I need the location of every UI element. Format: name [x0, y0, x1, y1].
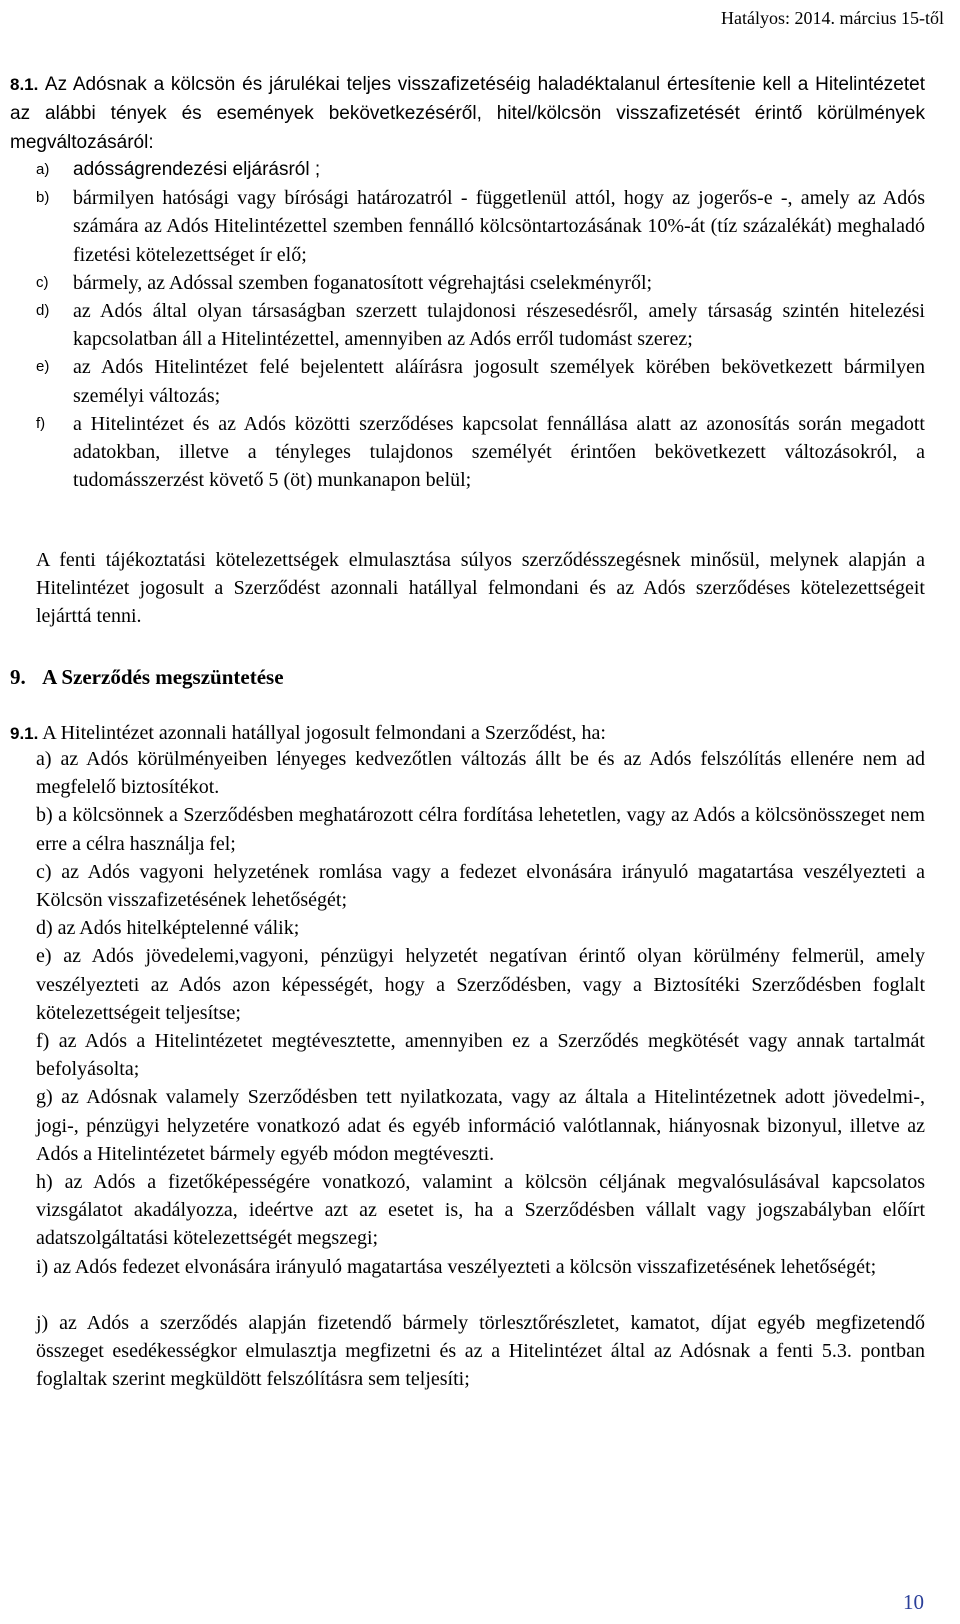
list-item: g) az Adósnak valamely Szerződésben tett nyilatkozata, vagy az általa a Hitelintézetnek adott jövedelmi-, jogi-, pénzügyi helyzetére vonatkozó adat és egyéb információ valótlannak, hiányosnak bizonyul, illetve az Adós a Hitelintézetet bármely egyéb módon megtéveszti. [36, 1086, 925, 1165]
list-item-label: d) [36, 302, 50, 320]
section-number: 9.1. [10, 724, 39, 743]
list-item: j) az Adós a szerződés alapján fizetendő bármely törlesztőrészletet, kamatot, díjat egyéb megfizetendő összeget esedékességkor elmulasztja megfizetni és az a Hitelintézet által az Adósnak a fenti 5.3. pontban foglaltak szerint megküldött felszólításra sem teljesíti; [36, 1311, 925, 1391]
list-item-label: c) [36, 273, 49, 291]
list-item: f) az Adós a Hitelintézetet megtévesztette, amennyiben ez a Szerződés megkötését vagy annak tartalmát befolyásolta; [36, 1030, 925, 1081]
section-9-1-intro [10, 719, 925, 748]
list-item: h) az Adós a fizetőképességére vonatkozó, valamint a kölcsön céljának megvalósulásával kapcsolatos vizsgálatot akadályozza, ideértve azt az esetet is, ha a Szerződésben vállalt vagy jogszabályban előírt adatszolgáltatási kötelezettségét megszegi; [36, 1171, 925, 1250]
list-item: d) az Adós hitelképtelenné válik; [36, 917, 300, 940]
list-item [36, 410, 925, 495]
list-item [36, 297, 925, 353]
list-item [36, 184, 925, 269]
list-item-label: b) [36, 189, 50, 207]
list-item: c) az Adós vagyoni helyzetének romlása vagy a fedezet elvonására irányuló magatartása veszélyezteti a Kölcsön visszafizetésének lehetőségét; [36, 860, 925, 912]
consequence-paragraph: A fenti tájékoztatási kötelezettségek elmulasztása súlyos szerződésszegésnek minősül, melynek alapján a Hitelintézet jogosult a Szerződést azonnali hatállyal felmondani és az Adós szerződéses kötelezettségeit lejárttá tenni. [36, 549, 925, 628]
list-item [36, 269, 925, 297]
list-item-text: adósságrendezési eljárásról ; [73, 159, 321, 180]
list-item-label: e) [36, 358, 50, 376]
section-title: A Szerződés megszüntetése [42, 665, 284, 689]
list-item-text: az Adós által olyan társaságban szerzett tulajdonosi részesedésről, amely társaság szintén hitelezési kapcsolatban áll a Hitelintézettel, amennyiben az Adós erről tudomást szerez; [73, 300, 925, 351]
section-intro-text: A Hitelintézet azonnali hatállyal jogosult felmondani a Szerződést, ha: [42, 722, 606, 744]
notification-list [36, 156, 925, 494]
list-item-label: a) [36, 161, 50, 178]
list-item: i) az Adós fedezet elvonására irányuló magatartása veszélyezteti a kölcsön visszafizetésének lehetőségét; [36, 1255, 877, 1278]
section-9-heading [10, 663, 284, 691]
list-item-text: az Adós Hitelintézet felé bejelentett aláírásra jogosult személyek körében bekövetkezett bármilyen személyi változás; [73, 356, 925, 407]
list-item: a) az Adós körülményeiben lényeges kedvezőtlen változás állt be és az Adós felszólítás ellenére nem ad megfelelő biztosítékot. [36, 748, 925, 799]
termination-list [36, 745, 925, 1393]
section-number: 8.1. [10, 75, 39, 94]
list-item [36, 156, 925, 184]
list-item [36, 353, 925, 409]
list-item-text: a Hitelintézet és az Adós közötti szerződéses kapcsolat fennállása alatt az azonosítás során megadott adatokban, illetve a tényleges tulajdonos személyét érintően bekövetkezett változásokról, a tudomásszerzést követő 5 (öt) munkanapon belül; [73, 412, 925, 492]
section-number: 9. [10, 665, 26, 689]
section-intro-text: Az Adósnak a kölcsön és járulékai teljes visszafizetéséig haladéktalanul értesítenie kell a Hitelintézetet az alábbi tények és események bekövetkezéséről, hitel/kölcsön visszafizetését érintő körülmények megváltozásáról: [10, 74, 926, 154]
list-item: b) a kölcsönnek a Szerződésben meghatározott célra fordítása lehetetlen, vagy az Adós a kölcsönösszeget nem erre a célra használja fel; [36, 804, 925, 855]
section-8-1-intro [10, 70, 925, 158]
effective-date-header: Hatályos: 2014. március 15-től [721, 8, 944, 28]
list-item-label: f) [36, 414, 46, 432]
list-item-text: bármely, az Adóssal szemben foganatosított végrehajtási cselekményről; [73, 271, 653, 294]
page-number: 10 [903, 1590, 924, 1614]
list-item: e) az Adós jövedelemi,vagyoni, pénzügyi helyzetét negatívan érintő olyan körülmény felmerül, amely veszélyezteti az Adós azon képességét, hogy a Szerződésben, vagy a Biztosítéki Szerződésben foglalt kötelezettségeit teljesítse; [36, 945, 925, 1024]
list-item-text: bármilyen hatósági vagy bírósági határozatról - függetlenül attól, hogy az jogerős-e -, amely az Adós számára az Adós Hitelintézettel szemben fennálló kölcsöntartozásának 10%-át (tíz százalékát) meghaladó fizetési kötelezettséget ír elő; [73, 187, 925, 266]
